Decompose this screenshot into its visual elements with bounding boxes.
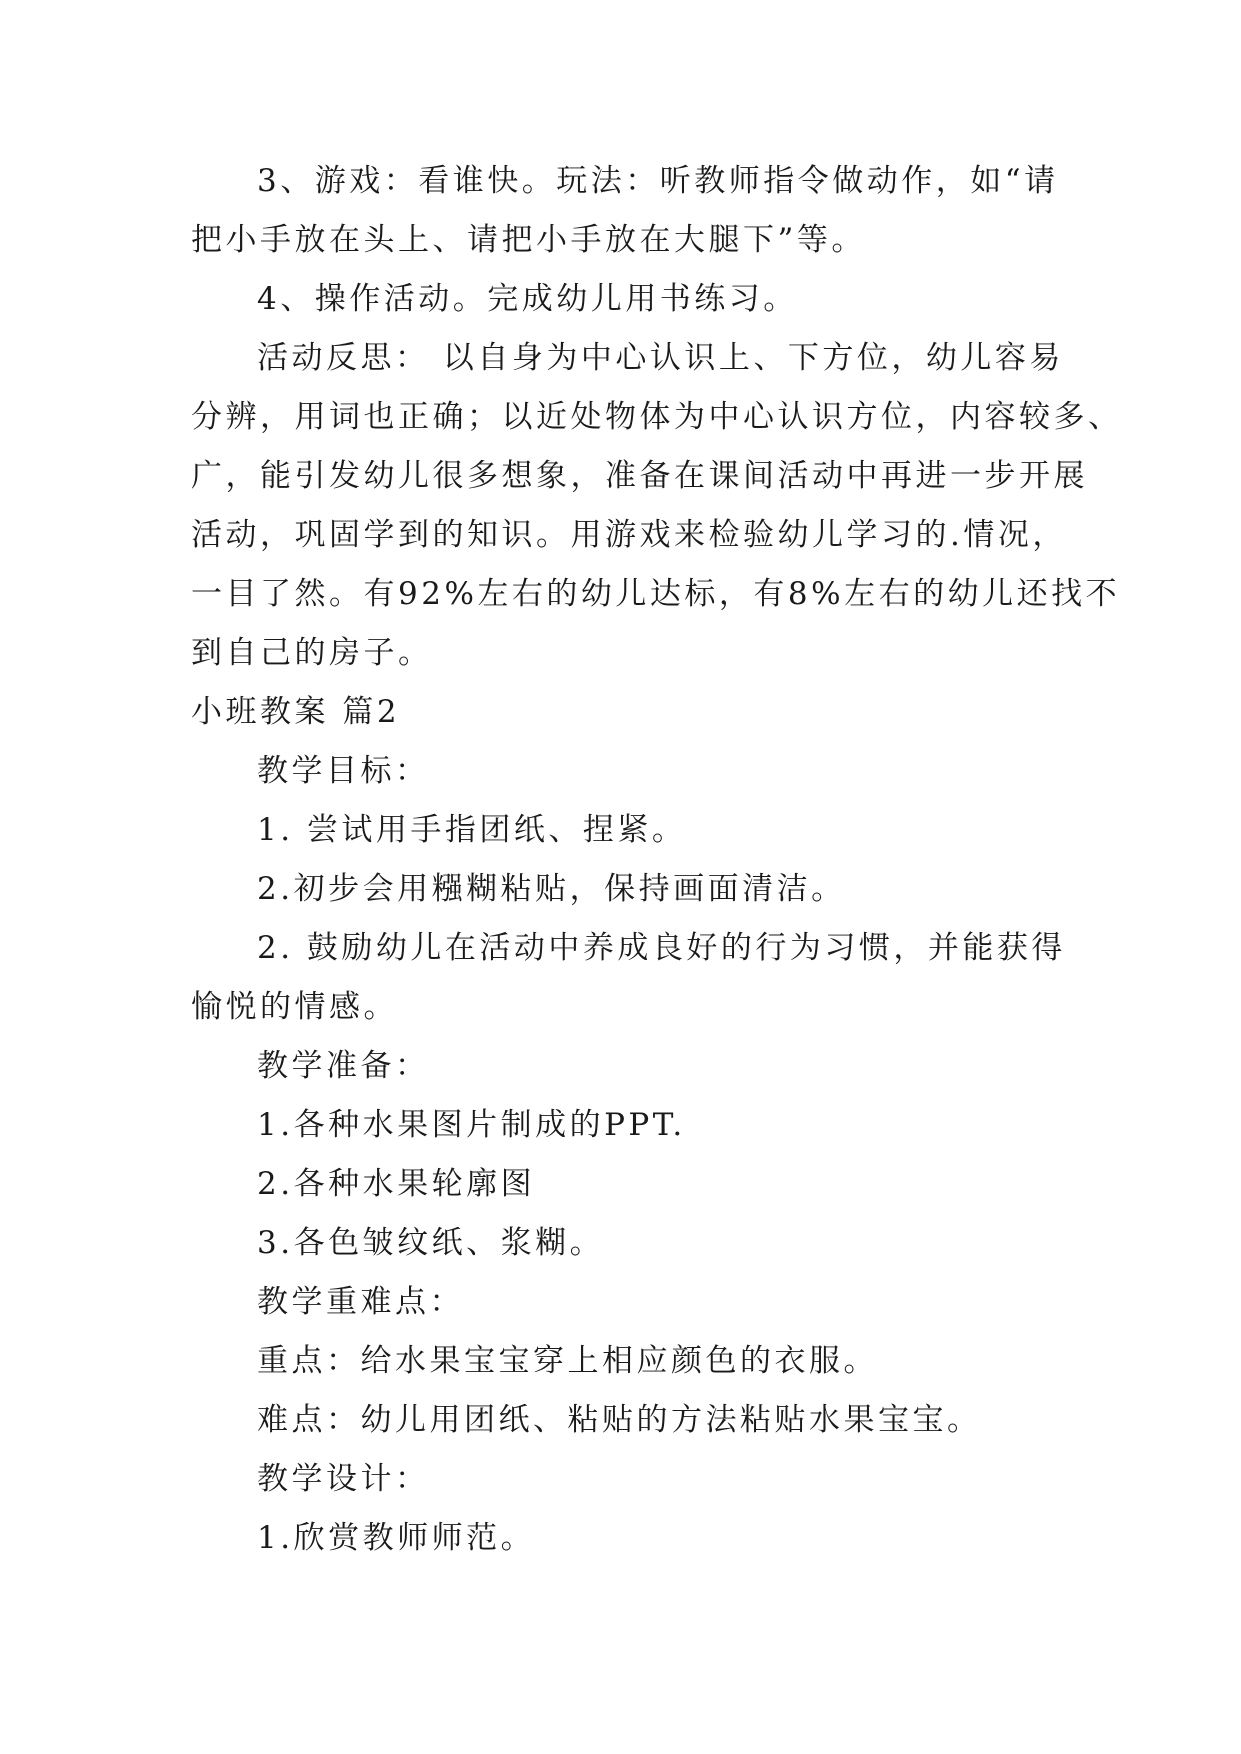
text-line: 活动反思： 以自身为中心认识上、下方位，幼儿容易 [257,340,1064,376]
list-item: 2.各种水果轮廓图 [257,1166,536,1202]
list-item: 1.各种水果图片制成的PPT. [257,1107,686,1143]
text-line: 4、操作活动。完成幼儿用书练习。 [257,281,798,317]
list-item: 2.初步会用糨糊粘贴，保持画面清洁。 [257,871,846,907]
document-body [191,152,1123,1568]
list-item: 1.欣赏教师师范。 [257,1520,536,1556]
text-line: 把小手放在头上、请把小手放在大腿下”等。 [191,222,866,258]
section-heading: 小班教案 篇2 [191,694,401,730]
subheading: 教学目标： [257,753,430,789]
list-item: 3.各色皱纹纸、浆糊。 [257,1225,605,1261]
subheading: 教学重难点： [257,1284,464,1320]
text-line: 一目了然。有92%左右的幼儿达标，有8%左右的幼儿还找不 [191,576,1121,612]
text-line: 重点：给水果宝宝穿上相应颜色的衣服。 [257,1343,878,1379]
text-line: 愉悦的情感。 [191,989,398,1025]
subheading: 教学设计： [257,1461,430,1497]
text-line: 3、游戏：看谁快。玩法：听教师指令做动作，如“请 [257,163,1059,199]
text-line: 难点：幼儿用团纸、粘贴的方法粘贴水果宝宝。 [257,1402,982,1438]
list-item: 1. 尝试用手指团纸、捏紧。 [257,812,687,848]
text-line: 广，能引发幼儿很多想象，准备在课间活动中再进一步开展 [191,458,1088,494]
text-line: 到自己的房子。 [191,635,433,671]
list-item: 2. 鼓励幼儿在活动中养成良好的行为习惯，并能获得 [257,930,1066,966]
text-line: 分辨，用词也正确；以近处物体为中心认识方位，内容较多、 [191,399,1123,435]
text-line: 活动，巩固学到的知识。用游戏来检验幼儿学习的.情况， [191,517,1067,553]
subheading: 教学准备： [257,1048,430,1084]
